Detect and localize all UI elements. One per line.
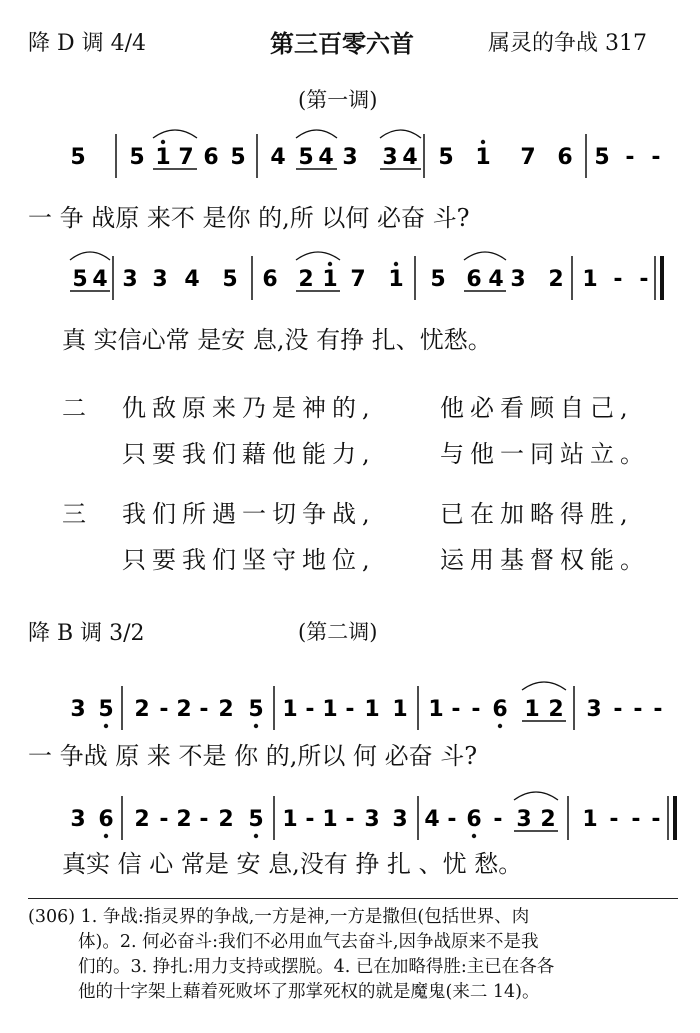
note: 7 [350,267,366,292]
note: 5 [430,267,446,292]
note: - [613,267,623,292]
tune-label-2: (第二调) [298,620,378,644]
note: 3 [510,267,526,292]
note: - [305,697,315,722]
key-signature-2: 降 B 调 3/2 [28,621,145,646]
verse-2-line-1a: 仇敌原来乃是神的, [122,394,376,422]
verse-number-3: 三 [62,500,86,528]
note: 2 [540,807,556,832]
note: 4 [270,145,286,170]
octave-dot-high [481,140,485,144]
footnote-divider [28,898,678,899]
key-signature: 降 D 调 4/4 [28,31,147,56]
note: 5 [230,145,246,170]
slur [296,130,337,138]
note: 2 [218,807,234,832]
note: 6 [557,145,573,170]
note: - [159,807,169,832]
note: 2 [218,697,234,722]
verse-3-line-2b: 运用基督权能。 [440,546,650,574]
note: 3 [342,145,358,170]
note: 5 [248,807,264,832]
octave-dot-high [161,140,165,144]
slur [153,130,197,138]
lyric-line-1: 一 争 战原 来不 是你 的,所 以何 必奋 斗? [28,204,470,232]
octave-dot-low [472,834,476,838]
note: 3 [70,697,86,722]
note: 3 [152,267,168,292]
final-barline [660,256,664,300]
note: - [199,807,209,832]
octave-dot-high [394,262,398,266]
slur [464,252,506,260]
note: 5 [594,145,610,170]
note: - [613,697,623,722]
note: 5 [129,145,145,170]
note: - [651,145,661,170]
note: 1 [475,145,491,170]
note: 4 [488,267,504,292]
verse-2-line-2b: 与他一同站立。 [440,440,650,468]
verse-3-line-1b: 已在加略得胜, [440,500,634,528]
note: - [625,145,635,170]
note: 5 [298,145,314,170]
octave-dot-low [254,834,258,838]
note: 6 [98,807,114,832]
note: 1 [322,697,338,722]
note: 7 [178,145,194,170]
note: 1 [282,697,298,722]
note: 5 [438,145,454,170]
note: 3 [364,807,380,832]
verse-2-line-2a: 只要我们藉他能力, [122,440,376,468]
note: - [305,807,315,832]
tune-label-1: (第一调) [298,88,378,112]
verse-3-line-1a: 我们所遇一切争战, [122,500,376,528]
note: - [451,697,461,722]
note: 1 [322,807,338,832]
note: 4 [92,267,108,292]
verse-2-line-1b: 他必看顾自己, [440,394,634,422]
octave-dot-high [328,262,332,266]
note: 5 [222,267,238,292]
note: 7 [520,145,536,170]
note: 3 [70,807,86,832]
note: 1 [582,807,598,832]
note: 6 [203,145,219,170]
footnote-line: 他的十字架上藉着死败坏了那掌死权的就是魔鬼(来二 14)。 [78,982,540,1002]
note: 5 [98,697,114,722]
lyric-line-4: 真实 信 心 常是 安 息,没有 挣 扎 、忧 愁。 [62,850,523,878]
note: 5 [72,267,88,292]
slur [380,130,421,138]
note: 5 [248,697,264,722]
footnote-line: (306) 1. 争战:指灵界的争战,一方是神,一方是撒但(包括世界、肉 [28,907,530,927]
note: - [631,807,641,832]
slur [296,252,340,260]
note: 1 [322,267,338,292]
lyric-line-3: 一 争战 原 来 不是 你 的,所以 何 必奋 斗? [28,742,478,770]
note: - [639,267,649,292]
note: 6 [492,697,508,722]
note: - [345,807,355,832]
note: 6 [262,267,278,292]
note: 4 [402,145,418,170]
note: 5 [70,145,86,170]
note: - [199,697,209,722]
octave-dot-low [104,834,108,838]
note: 6 [466,267,482,292]
note: 2 [134,697,150,722]
note: 2 [548,697,564,722]
slur [514,792,558,800]
note: 2 [298,267,314,292]
note: 1 [155,145,171,170]
note: 2 [134,807,150,832]
note: - [159,697,169,722]
hymn-title: 第三百零六首 [270,30,414,58]
verse-number-2: 二 [62,394,86,422]
note: 1 [392,697,408,722]
footnote-line: 们的。3. 挣扎:用力支持或摆脱。4. 已在加略得胜:主已在各各 [78,957,555,977]
notation-row-2 [0,240,700,320]
note: 2 [176,807,192,832]
note: - [471,697,481,722]
octave-dot-low [254,724,258,728]
note: 4 [318,145,334,170]
note: 2 [548,267,564,292]
note: 3 [392,807,408,832]
note: 1 [388,267,404,292]
note: - [447,807,457,832]
octave-dot-low [498,724,502,728]
note: 1 [364,697,380,722]
hymn-category: 属灵的争战 317 [488,31,647,56]
footnote [28,905,678,1005]
note: - [345,697,355,722]
note: - [493,807,503,832]
note: 3 [382,145,398,170]
final-barline [673,796,677,840]
octave-dot-low [104,724,108,728]
note: 1 [428,697,444,722]
note: 4 [184,267,200,292]
note: 1 [282,807,298,832]
note: 3 [586,697,602,722]
note: - [651,807,661,832]
note: 4 [424,807,440,832]
note: 1 [524,697,540,722]
note: 2 [176,697,192,722]
note: - [653,697,663,722]
notation-row-1 [0,118,700,188]
note: 3 [516,807,532,832]
note: 1 [582,267,598,292]
note: 3 [122,267,138,292]
note: 6 [466,807,482,832]
note: - [609,807,619,832]
verse-3-line-2a: 只要我们坚守地位, [122,546,376,574]
slur [522,682,566,690]
note: - [633,697,643,722]
footnote-line: 体)。2. 何必奋斗:我们不必用血气去奋斗,因争战原来不是我 [78,932,539,952]
lyric-line-2: 真 实信心常 是安 息,没 有挣 扎、忧愁。 [62,326,492,354]
slur [70,252,110,260]
